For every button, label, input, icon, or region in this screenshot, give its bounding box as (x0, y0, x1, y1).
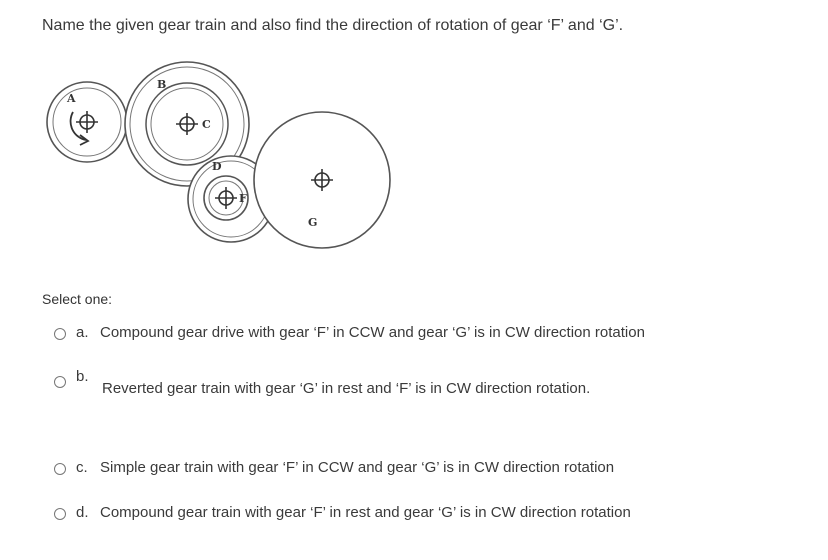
label-b: B (157, 78, 167, 91)
question-text: Name the given gear train and also find the direction of rotation of gear ‘F’ and ‘G’. (42, 17, 624, 34)
gear-c (146, 83, 228, 165)
select-one-label: Select one: (42, 291, 113, 307)
option-b-text[interactable]: Reverted gear train with gear ‘G’ in rest and ‘F’ is in CW direction rotation. (102, 380, 591, 397)
option-c-text[interactable]: Simple gear train with gear ‘F’ in CCW and gear ‘G’ is in CW direction rotation (100, 459, 615, 476)
gear-g (254, 112, 390, 248)
radio-option-b[interactable] (54, 376, 66, 388)
label-f: F (239, 192, 247, 205)
label-c: C (202, 118, 211, 131)
option-d-letter: d. (76, 504, 89, 521)
radio-option-c[interactable] (54, 463, 66, 475)
option-b-letter: b. (76, 368, 89, 385)
option-a-text[interactable]: Compound gear drive with gear ‘F’ in CCW and gear ‘G’ is in CW direction rotation (100, 324, 645, 341)
option-c-letter: c. (76, 459, 88, 476)
label-a: A (67, 92, 76, 105)
gear-f (204, 176, 248, 220)
label-g: G (308, 216, 318, 229)
gear-train-diagram (36, 58, 406, 258)
radio-option-d[interactable] (54, 508, 66, 520)
option-d-text[interactable]: Compound gear train with gear ‘F’ in rest and gear ‘G’ is in CW direction rotation (100, 504, 631, 521)
gear-a (47, 82, 127, 162)
option-a-letter: a. (76, 324, 89, 341)
radio-option-a[interactable] (54, 328, 66, 340)
label-d: D (212, 160, 222, 173)
